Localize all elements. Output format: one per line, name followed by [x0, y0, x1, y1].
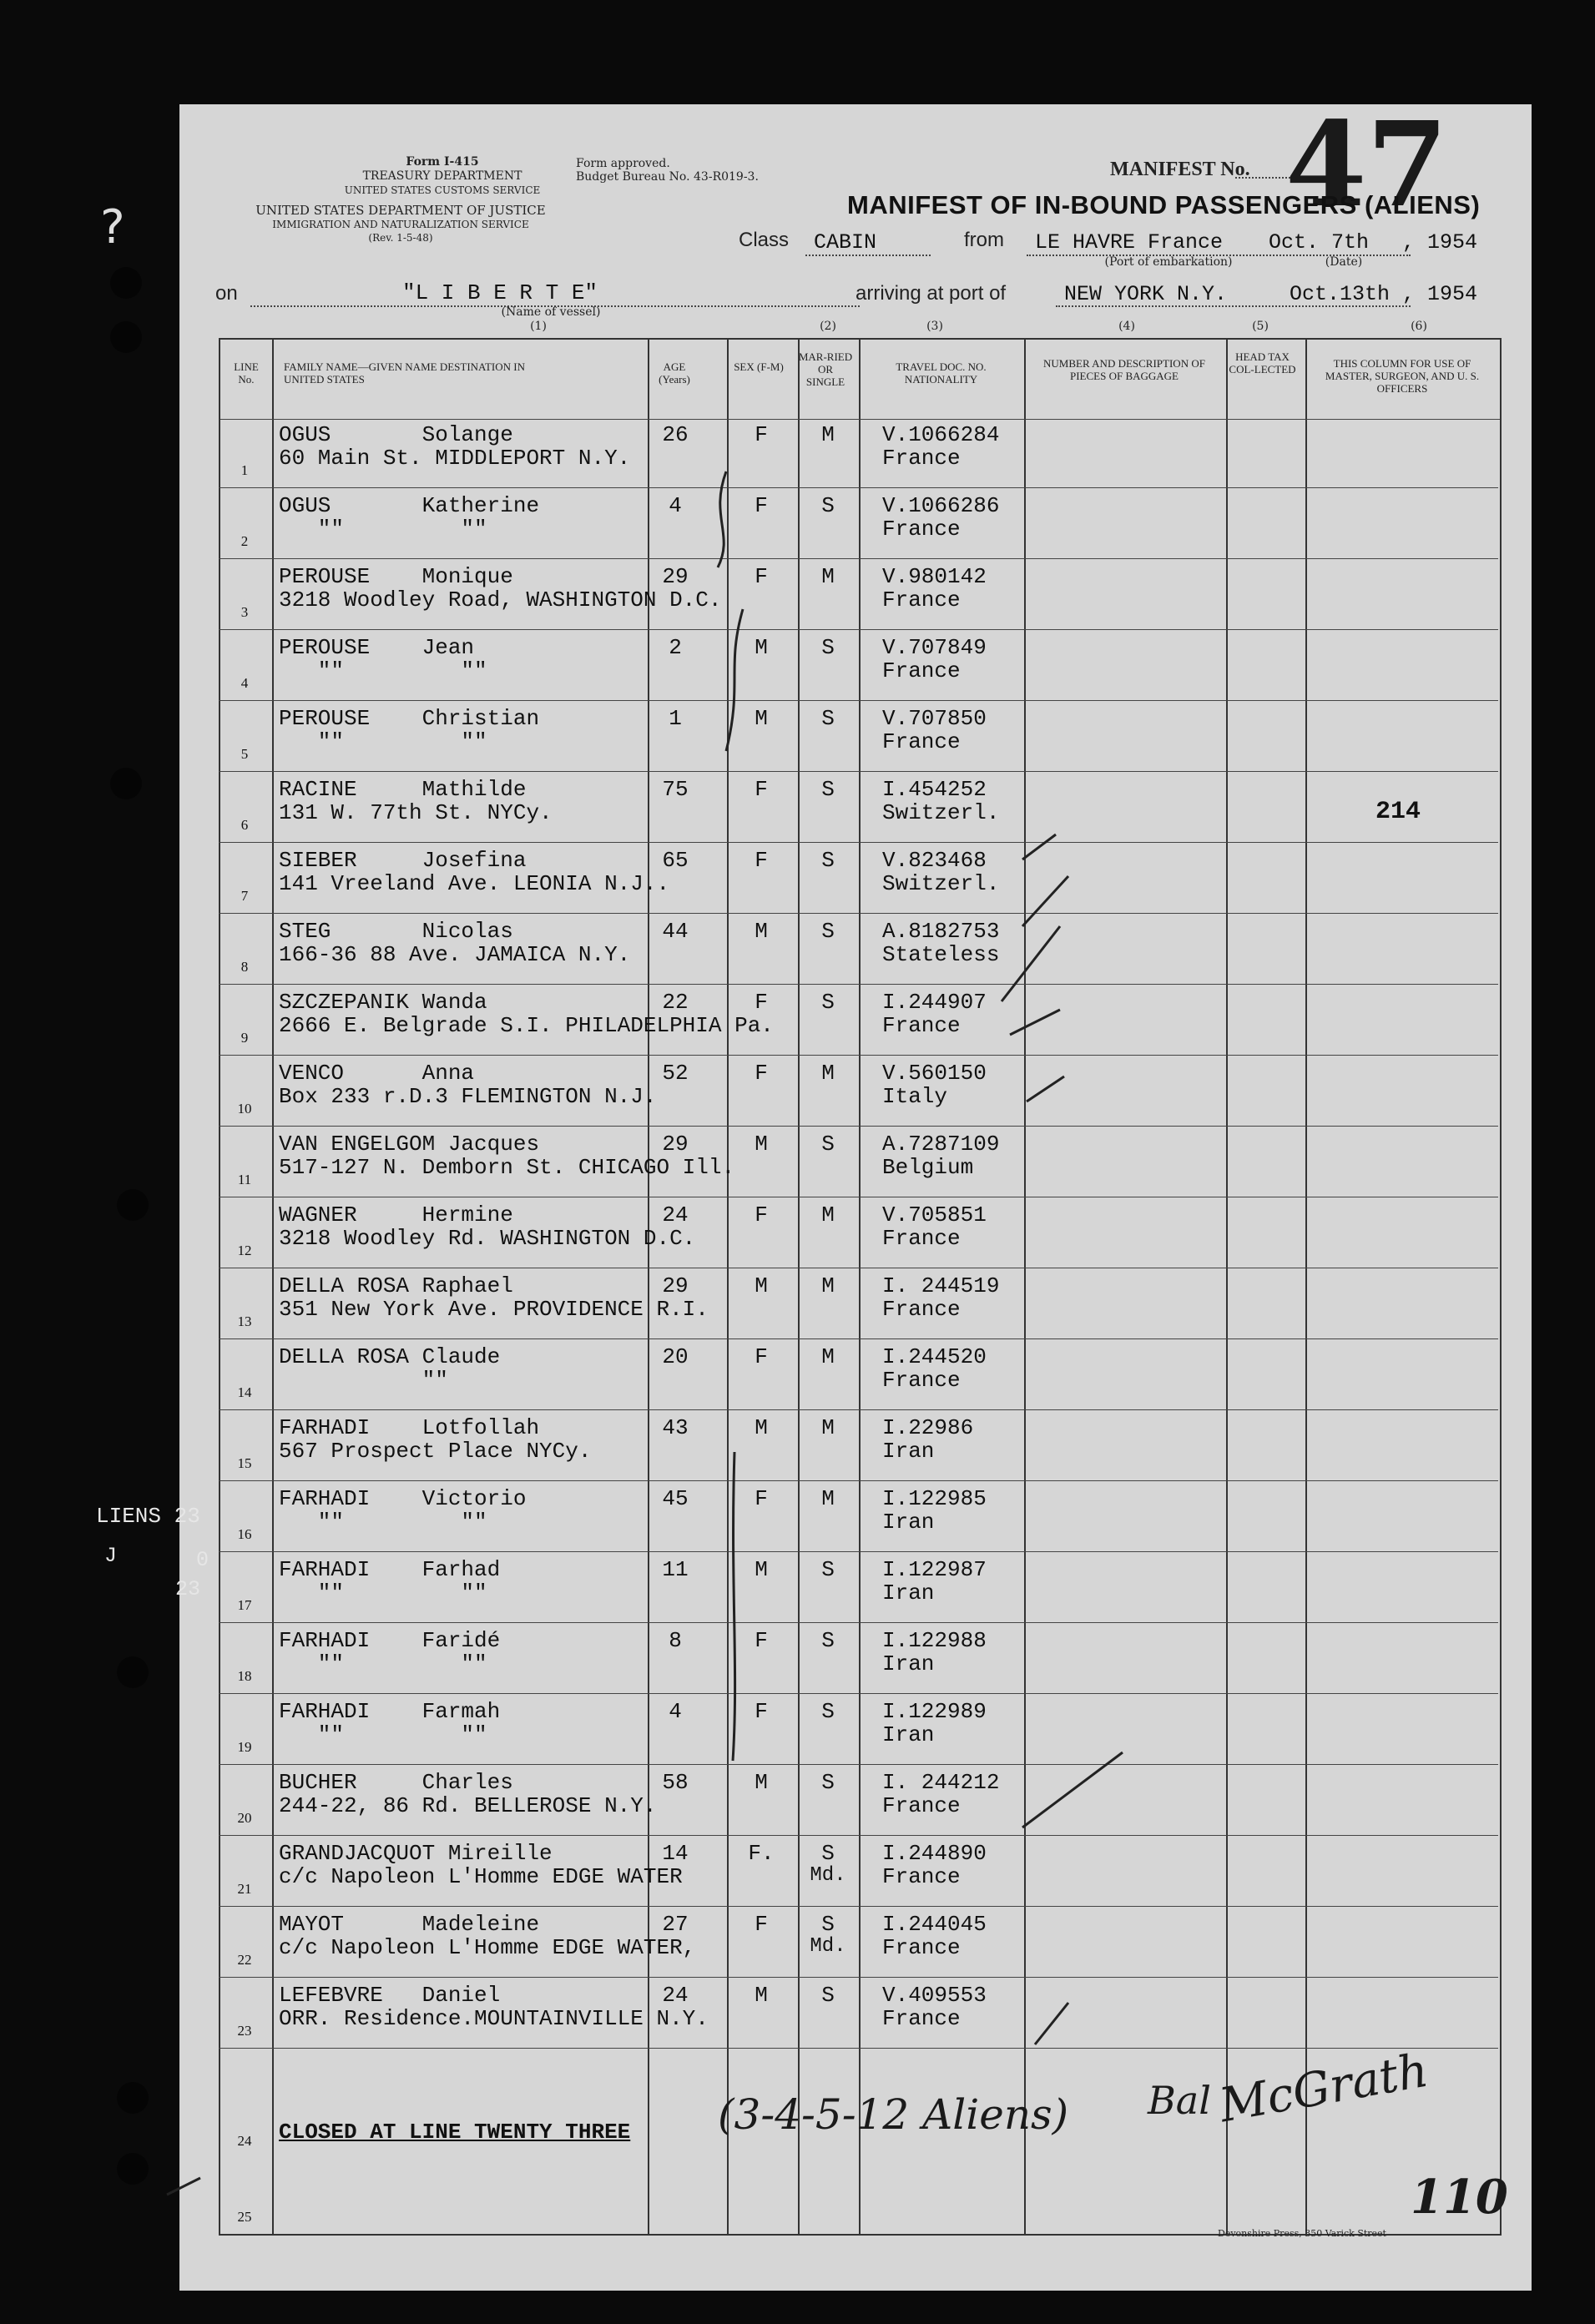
sex: F: [755, 1912, 768, 1937]
sex: M: [755, 1983, 768, 2008]
sex: F: [755, 990, 768, 1015]
table-row: [219, 1481, 1498, 1552]
marital-status-alt: Md.: [810, 1864, 846, 1887]
aliens-count-note: (3-4-5-12 Aliens): [718, 2090, 1069, 2139]
footer-number: 110: [1411, 2170, 1508, 2225]
nationality: Switzerl.: [882, 800, 1000, 825]
date-caption: (Date): [1325, 255, 1363, 269]
justice-dept: UNITED STATES DEPARTMENT OF JUSTICE: [255, 203, 546, 218]
destination: "" "": [279, 1722, 487, 1747]
header-head-tax: HEAD TAX COL-LECTED: [1229, 350, 1296, 376]
passenger-name: SIEBER Josefina: [279, 848, 527, 873]
table-row: [219, 559, 1498, 630]
travel-document: V.707849: [882, 635, 987, 660]
customs-service: UNITED STATES CUSTOMS SERVICE: [344, 184, 541, 196]
vessel-caption: (Name of vessel): [501, 305, 601, 319]
punch-hole: [117, 1189, 149, 1221]
signature-initials: Bal: [1148, 2078, 1211, 2123]
officer-note: 214: [1375, 798, 1421, 826]
passenger-name: PEROUSE Christian: [279, 706, 540, 731]
nationality: France: [882, 1368, 961, 1393]
table-row: [219, 1268, 1498, 1339]
travel-document: V.980142: [882, 564, 987, 589]
nationality: France: [882, 729, 961, 754]
sex: M: [755, 1557, 768, 1582]
marital-status: S: [821, 635, 835, 660]
table-row: [219, 1978, 1498, 2049]
line-number: 8: [240, 959, 249, 975]
marital-status: S: [821, 990, 835, 1015]
destination: 244-22, 86 Rd. BELLEROSE N.Y.: [279, 1793, 657, 1818]
marital-status: S: [821, 848, 835, 873]
punch-hole: [117, 2082, 149, 2114]
passenger-name: FARHADI Faridé: [279, 1628, 501, 1653]
travel-document: V.1066286: [882, 493, 1000, 518]
age: 65: [662, 848, 689, 873]
passenger-name: OGUS Solange: [279, 422, 513, 447]
nationality: Belgium: [882, 1155, 974, 1180]
age: 29: [662, 1132, 689, 1157]
travel-document: V.705851: [882, 1202, 987, 1228]
sex: F: [755, 564, 768, 589]
passenger-name: BUCHER Charles: [279, 1770, 513, 1795]
age: 14: [662, 1841, 689, 1866]
arriving-label: arriving at port of: [856, 282, 1007, 305]
passenger-name: FARHADI Farmah: [279, 1699, 501, 1724]
manifest-title: MANIFEST OF IN-BOUND PASSENGERS (ALIENS): [847, 190, 1481, 219]
sex: F.: [748, 1841, 775, 1866]
margin-mark: ?: [100, 200, 125, 255]
line-number: 20: [237, 1810, 252, 1826]
passenger-name: STEG Nicolas: [279, 919, 513, 944]
header-sex: SEX (F-M): [734, 360, 784, 373]
travel-document: I.122985: [882, 1486, 987, 1511]
manifest-label: MANIFEST No.: [1110, 159, 1250, 180]
table-row: [219, 772, 1498, 843]
sex: M: [755, 1132, 768, 1157]
nationality: France: [882, 1013, 961, 1038]
age: 24: [662, 1983, 689, 2008]
destination: c/c Napoleon L'Homme EDGE WATER,: [279, 1935, 696, 1960]
destination: 351 New York Ave. PROVIDENCE R.I.: [279, 1297, 709, 1322]
line-24: 24 CLOSED AT LINE TWENTY THREE: [237, 2120, 631, 2149]
nationality: France: [882, 1935, 961, 1960]
table-row: [219, 488, 1498, 559]
travel-document: I. 244519: [882, 1273, 1000, 1298]
age: 27: [662, 1912, 689, 1937]
marital-status: M: [821, 422, 835, 447]
revision: (Rev. 1-5-48): [368, 232, 433, 244]
sex: F: [755, 1202, 768, 1228]
table-row: [219, 1056, 1498, 1127]
destination: 3218 Woodley Rd. WASHINGTON D.C.: [279, 1226, 696, 1251]
passenger-name: GRANDJACQUOT Mireille: [279, 1841, 553, 1866]
col-num-5: (5): [1252, 320, 1269, 333]
closing-statement: CLOSED AT LINE TWENTY THREE: [279, 2120, 631, 2145]
marital-status: S: [821, 919, 835, 944]
destination: "": [279, 1368, 448, 1393]
nationality: France: [882, 446, 961, 471]
marital-status: M: [821, 1061, 835, 1086]
marital-status: S: [821, 1912, 835, 1937]
travel-document: V.1066284: [882, 422, 1000, 447]
line-number: 16: [237, 1526, 252, 1542]
nationality: Iran: [882, 1580, 935, 1606]
margin-total: 23: [175, 1577, 201, 1601]
passenger-name: FARHADI Lotfollah: [279, 1415, 540, 1440]
sex: M: [755, 919, 768, 944]
line-number: 14: [237, 1384, 252, 1400]
marital-status: S: [821, 706, 835, 731]
line-number: 4: [240, 675, 249, 691]
destination: 3218 Woodley Road, WASHINGTON D.C.: [279, 587, 722, 613]
from-label: from: [964, 229, 1004, 251]
passenger-name: DELLA ROSA Raphael: [279, 1273, 513, 1298]
sex: F: [755, 1699, 768, 1724]
col-num-3: (3): [926, 320, 943, 333]
punch-hole: [117, 2153, 149, 2185]
table-row: [219, 1410, 1498, 1481]
header-officers: THIS COLUMN FOR USE OF MASTER, SURGEON, AND U. S. OFFICERS: [1325, 357, 1480, 395]
on-label: on: [215, 282, 238, 305]
marital-status: S: [821, 1841, 835, 1866]
passenger-name: SZCZEPANIK Wanda: [279, 990, 487, 1015]
header-line-no: LINE No.: [234, 360, 259, 386]
age: 29: [662, 564, 689, 589]
passenger-name: PEROUSE Jean: [279, 635, 475, 660]
destination: "" "": [279, 729, 487, 754]
sex: F: [755, 422, 768, 447]
passenger-name: RACINE Mathilde: [279, 777, 527, 802]
sex: M: [755, 1273, 768, 1298]
nationality: France: [882, 517, 961, 542]
travel-document: I.244520: [882, 1344, 987, 1369]
marital-status: S: [821, 1699, 835, 1724]
destination: Box 233 r.D.3 FLEMINGTON N.J.: [279, 1084, 657, 1109]
travel-document: V.409553: [882, 1983, 987, 2008]
destination: 141 Vreeland Ave. LEONIA N.J..: [279, 871, 670, 896]
arrival-date: Oct.13th: [1290, 282, 1391, 306]
col-num-6: (6): [1411, 320, 1427, 333]
age: 24: [662, 1202, 689, 1228]
marital-status-alt: Md.: [810, 1935, 846, 1958]
nationality: France: [882, 1297, 961, 1322]
vessel-name: "L I B E R T E": [402, 280, 598, 305]
table-row: [219, 985, 1498, 1056]
line-number: 17: [237, 1597, 252, 1613]
line-number: 18: [237, 1668, 252, 1684]
marital-status: M: [821, 1273, 835, 1298]
line-number: 12: [237, 1243, 252, 1258]
punch-hole: [110, 768, 142, 799]
sex: F: [755, 777, 768, 802]
sex: M: [755, 1415, 768, 1440]
row-divider: [219, 2048, 1498, 2049]
travel-document: V.707850: [882, 706, 987, 731]
age: 44: [662, 919, 689, 944]
destination: "" "": [279, 658, 487, 683]
nationality: Iran: [882, 1722, 935, 1747]
passenger-name: VAN ENGELGOM Jacques: [279, 1132, 540, 1157]
age: 4: [669, 493, 682, 518]
line-number: 7: [240, 888, 249, 904]
manifest-number: 47: [1285, 97, 1448, 234]
table-row: [219, 1623, 1498, 1694]
travel-document: I.244890: [882, 1841, 987, 1866]
travel-document: V.560150: [882, 1061, 987, 1086]
ins-service: IMMIGRATION AND NATURALIZATION SERVICE: [272, 219, 529, 230]
travel-document: I.22986: [882, 1415, 974, 1440]
col-num-2: (2): [820, 320, 836, 333]
travel-document: I.122988: [882, 1628, 987, 1653]
table-row: [219, 1339, 1498, 1410]
header-name: FAMILY NAME—GIVEN NAME DESTINATION IN UNITED STATES: [284, 360, 526, 386]
table-row: [219, 1694, 1498, 1765]
table-row: [219, 701, 1498, 772]
passenger-name: DELLA ROSA Claude: [279, 1344, 501, 1369]
table-row: [219, 843, 1498, 914]
col-num-4: (4): [1118, 320, 1135, 333]
line-number: 5: [240, 746, 249, 762]
table-row: [219, 630, 1498, 701]
table-row: [219, 1907, 1498, 1978]
form-approved: Form approved.: [576, 157, 670, 170]
marital-status: S: [821, 1628, 835, 1653]
header-travel-doc: TRAVEL DOC. NO. NATIONALITY: [896, 360, 987, 386]
margin-aliens-count: LIENS 23: [96, 1504, 200, 1529]
sex: M: [755, 706, 768, 731]
sex: F: [755, 848, 768, 873]
marital-status: S: [821, 777, 835, 802]
line-number: 6: [240, 817, 249, 833]
destination: "" "": [279, 1651, 487, 1676]
nationality: France: [882, 1793, 961, 1818]
header-married: MAR-RIED OR SINGLE: [798, 350, 853, 388]
table-row: [219, 1765, 1498, 1836]
travel-document: I. 244212: [882, 1770, 1000, 1795]
age: 29: [662, 1273, 689, 1298]
sex: F: [755, 1344, 768, 1369]
destination: "" "": [279, 1510, 487, 1535]
line-number: 19: [237, 1739, 252, 1755]
nationality: France: [882, 2006, 961, 2031]
sex: F: [755, 1061, 768, 1086]
punch-hole: [110, 267, 142, 299]
arrival-year: , 1954: [1402, 282, 1478, 306]
travel-document: I.454252: [882, 777, 987, 802]
destination: 166-36 88 Ave. JAMAICA N.Y.: [279, 942, 631, 967]
marital-status: M: [821, 1415, 835, 1440]
sex: F: [755, 1486, 768, 1511]
passenger-name: PEROUSE Monique: [279, 564, 513, 589]
margin-j: J: [104, 1544, 118, 1568]
printer-imprint: Devonshire Press, 350 Varick Street: [1218, 2228, 1386, 2239]
age: 26: [662, 422, 689, 447]
travel-document: I.244907: [882, 990, 987, 1015]
travel-document: I.244045: [882, 1912, 987, 1937]
line-number: 22: [237, 1952, 252, 1968]
line-number: 9: [240, 1030, 249, 1046]
travel-document: A.7287109: [882, 1132, 1000, 1157]
age: 58: [662, 1770, 689, 1795]
table-row: [219, 914, 1498, 985]
passenger-name: WAGNER Hermine: [279, 1202, 513, 1228]
table-row: [219, 1197, 1498, 1268]
nationality: France: [882, 1226, 961, 1251]
form-number: Form I-415: [406, 155, 479, 169]
nationality: France: [882, 658, 961, 683]
signature: McGrath: [1215, 2043, 1432, 2134]
col-num-1: (1): [530, 320, 547, 333]
nationality: Italy: [882, 1084, 948, 1109]
port-of-embarkation: LE HAVRE France: [1035, 230, 1224, 255]
nationality: Iran: [882, 1510, 935, 1535]
marital-status: S: [821, 1557, 835, 1582]
punch-hole: [117, 1656, 149, 1688]
nationality: Iran: [882, 1651, 935, 1676]
class-label: Class: [739, 229, 790, 251]
travel-document: I.122989: [882, 1699, 987, 1724]
line-25: 25: [237, 2209, 252, 2225]
age: 43: [662, 1415, 689, 1440]
nationality: Iran: [882, 1439, 935, 1464]
destination: 60 Main St. MIDDLEPORT N.Y.: [279, 446, 631, 471]
marital-status: M: [821, 1344, 835, 1369]
destination: 567 Prospect Place NYCy.: [279, 1439, 592, 1464]
embarkation-year: , 1954: [1402, 230, 1478, 255]
age: 75: [662, 777, 689, 802]
treasury-dept: TREASURY DEPARTMENT: [362, 169, 522, 183]
marital-status: M: [821, 564, 835, 589]
destination: 131 W. 77th St. NYCy.: [279, 800, 553, 825]
sex: M: [755, 1770, 768, 1795]
embarkation-date: Oct. 7th: [1269, 230, 1370, 255]
age: 11: [662, 1557, 689, 1582]
age: 2: [669, 635, 682, 660]
table-row: [219, 417, 1498, 488]
destination: ORR. Residence.MOUNTAINVILLE N.Y.: [279, 2006, 709, 2031]
marital-status: M: [821, 1486, 835, 1511]
travel-document: V.823468: [882, 848, 987, 873]
age: 52: [662, 1061, 689, 1086]
line-number: 23: [237, 2023, 252, 2039]
marital-status: S: [821, 1132, 835, 1157]
age: 8: [669, 1628, 682, 1653]
nationality: France: [882, 1864, 961, 1889]
passenger-name: VENCO Anna: [279, 1061, 475, 1086]
table-row: [219, 1127, 1498, 1197]
line-number: 15: [237, 1455, 252, 1471]
destination: 517-127 N. Demborn St. CHICAGO Ill.: [279, 1155, 735, 1180]
passenger-name: MAYOT Madeleine: [279, 1912, 540, 1937]
passenger-name: OGUS Katherine: [279, 493, 540, 518]
age: 20: [662, 1344, 689, 1369]
arrival-port: NEW YORK N.Y.: [1064, 282, 1228, 306]
travel-document: A.8182753: [882, 919, 1000, 944]
destination: 2666 E. Belgrade S.I. PHILADELPHIA Pa.: [279, 1013, 774, 1038]
age: 45: [662, 1486, 689, 1511]
header-baggage: NUMBER AND DESCRIPTION OF PIECES OF BAGGAGE: [1043, 357, 1205, 382]
sex: M: [755, 635, 768, 660]
marital-status: S: [821, 1983, 835, 2008]
age: 1: [669, 706, 682, 731]
passenger-name: FARHADI Victorio: [279, 1486, 527, 1511]
table-row: [219, 1836, 1498, 1907]
header-age: AGE (Years): [659, 360, 690, 386]
passenger-name: LEFEBVRE Daniel: [279, 1983, 501, 2008]
age: 22: [662, 990, 689, 1015]
age: 4: [669, 1699, 682, 1724]
nationality: France: [882, 587, 961, 613]
table-row: [219, 1552, 1498, 1623]
passenger-name: FARHADI Farhad: [279, 1557, 501, 1582]
line-number: 13: [237, 1313, 252, 1329]
line-number: 21: [237, 1881, 252, 1897]
marital-status: S: [821, 1770, 835, 1795]
nationality: Switzerl.: [882, 871, 1000, 896]
line-number: 11: [237, 1172, 252, 1187]
line-number: 2: [240, 533, 249, 549]
line-number: 1: [240, 462, 249, 478]
destination: c/c Napoleon L'Homme EDGE WATER: [279, 1864, 683, 1889]
sex: F: [755, 493, 768, 518]
travel-document: I.122987: [882, 1557, 987, 1582]
line-number: 10: [237, 1101, 252, 1117]
destination: "" "": [279, 1580, 487, 1606]
port-caption: (Port of embarkation): [1104, 255, 1233, 269]
class-value: CABIN: [814, 230, 877, 255]
marital-status: S: [821, 493, 835, 518]
sex: F: [755, 1628, 768, 1653]
punch-hole: [110, 321, 142, 353]
line-number: 3: [240, 604, 249, 620]
margin-zero: 0: [196, 1548, 209, 1572]
nationality: Stateless: [882, 942, 1000, 967]
destination: "" "": [279, 517, 487, 542]
budget-bureau: Budget Bureau No. 43-R019-3.: [576, 170, 759, 184]
marital-status: M: [821, 1202, 835, 1228]
